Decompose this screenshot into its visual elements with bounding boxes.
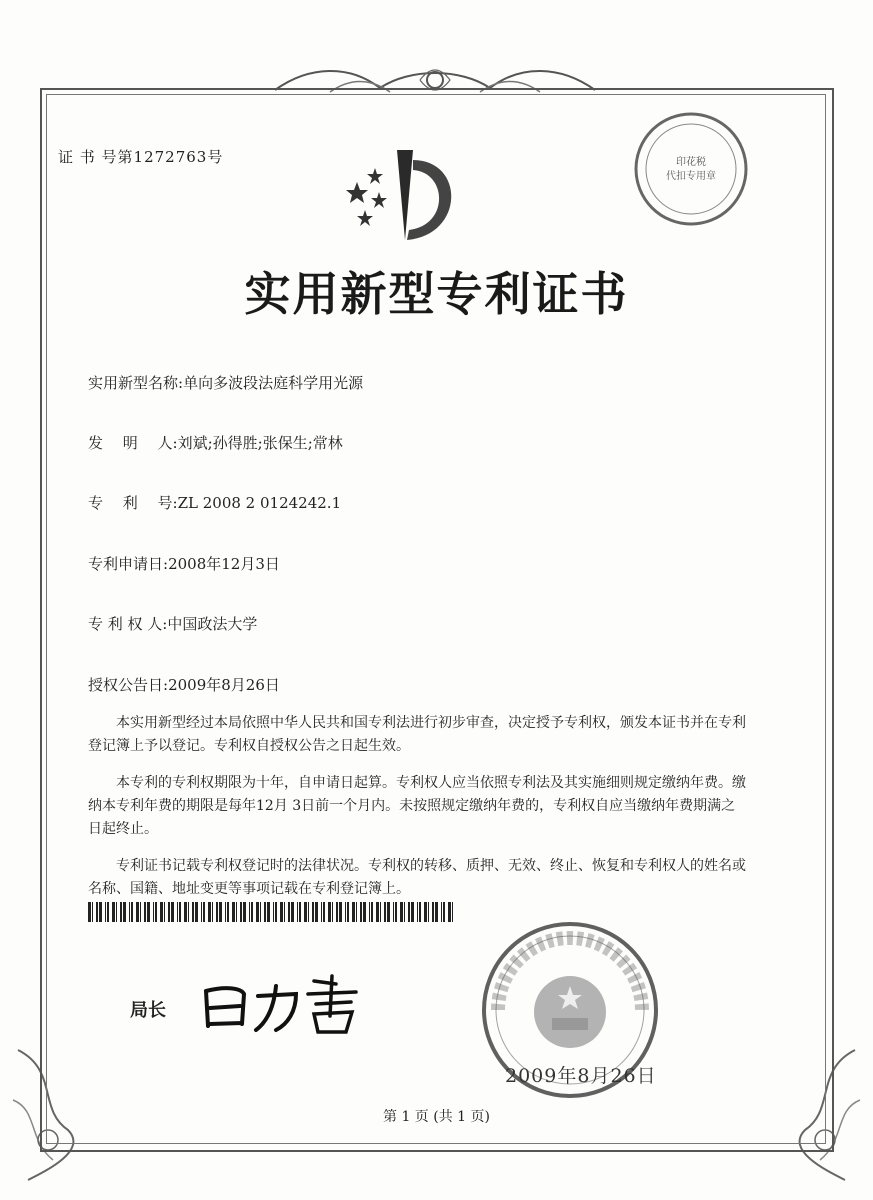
barcode-bar (347, 902, 349, 922)
barcode-bar (339, 902, 342, 922)
barcode-bar (432, 902, 434, 922)
patent-office-logo (335, 140, 475, 250)
barcode-bar (417, 902, 418, 922)
certificate-title: 实用新型专利证书 (244, 267, 629, 321)
barcode-bar (369, 902, 370, 922)
barcode-bar (219, 902, 222, 922)
barcode-bar (284, 902, 285, 922)
barcode-bar (112, 902, 115, 922)
barcode-bar (352, 902, 355, 922)
barcode-bar (140, 902, 141, 922)
barcode-bar (129, 902, 130, 922)
barcode-bar (441, 902, 442, 922)
barcode-bar (363, 902, 366, 922)
barcode (88, 902, 458, 922)
barcode-bar (144, 902, 146, 922)
barcode-bar (280, 902, 283, 922)
seal-date: 2009年8月26日 (505, 1065, 657, 1087)
barcode-bar (160, 902, 163, 922)
barcode-bar (328, 902, 331, 922)
svg-text:代扣专用章: 代扣专用章 (666, 171, 716, 182)
barcode-bar (171, 902, 174, 922)
barcode-bar (120, 902, 122, 922)
barcode-bar (256, 902, 259, 922)
barcode-bar (251, 902, 253, 922)
barcode-bar (408, 902, 410, 922)
barcode-bar (99, 902, 102, 922)
body-paragraph-1: 本实用新型经过本局依照中华人民共和国专利法进行初步审查，决定授予专利权，颁发本证书并在专利登记簿上予以登记。专利权自授权公告之日起生效。 (88, 715, 746, 754)
barcode-bar (243, 902, 246, 922)
barcode-bar (312, 902, 314, 922)
certificate-number: 证 书 号第1272763号 (58, 148, 224, 166)
barcode-bar (96, 902, 98, 922)
field-filing-date-value: 2008年12月3日 (168, 555, 280, 573)
barcode-bar (443, 902, 445, 922)
field-grant-date-value: 2009年8月26日 (168, 676, 280, 694)
field-grant-date (88, 674, 280, 695)
barcode-bar (419, 902, 421, 922)
barcode-bar (203, 902, 205, 922)
body-paragraph-3: 专利证书记载专利权登记时的法律状况。专利权的转移、质押、无效、终止、恢复和专利权人的姓名或名称、国籍、地址变更等事项记载在专利登记簿上。 (88, 858, 746, 897)
barcode-bar (345, 902, 346, 922)
field-filing-date-label: 专利申请日: (88, 555, 169, 573)
barcode-bar (208, 902, 211, 922)
barcode-bar (225, 902, 226, 922)
barcode-bar (123, 902, 126, 922)
barcode-bar (299, 902, 301, 922)
field-inventors-value: 刘斌;孙得胜;张保生;常林 (177, 434, 343, 452)
barcode-bar (212, 902, 213, 922)
barcode-bar (308, 902, 309, 922)
barcode-bar (323, 902, 325, 922)
barcode-bar (404, 902, 405, 922)
barcode-bar (297, 902, 298, 922)
field-name-value: 单向多波段法庭科学用光源 (183, 374, 364, 392)
barcode-bar (92, 902, 93, 922)
barcode-bar (304, 902, 307, 922)
field-grant-date-label: 授权公告日: (88, 676, 169, 694)
barcode-bar (177, 902, 178, 922)
barcode-bar (380, 902, 381, 922)
director-label: 局长 (130, 1000, 166, 1021)
barcode-bar (155, 902, 157, 922)
barcode-bar (273, 902, 274, 922)
field-patent-no-label: 专 利 号: (88, 494, 178, 512)
barcode-bar (249, 902, 250, 922)
tax-stamp (632, 110, 750, 228)
field-patentee-value: 中国政法大学 (167, 615, 258, 633)
barcode-bar (131, 902, 133, 922)
barcode-bar (136, 902, 139, 922)
barcode-bar (236, 902, 237, 922)
barcode-bar (393, 902, 394, 922)
barcode-bar (227, 902, 229, 922)
barcode-bar (164, 902, 165, 922)
barcode-bar (428, 902, 429, 922)
barcode-bar (356, 902, 357, 922)
barcode-bar (400, 902, 403, 922)
barcode-bar (321, 902, 322, 922)
barcode-bar (452, 902, 453, 922)
barcode-bar (240, 902, 242, 922)
field-patent-no (88, 492, 341, 513)
page-number: 第 1 页 (共 1 页) (383, 1109, 490, 1125)
certificate-body (88, 712, 748, 915)
field-inventors (88, 432, 343, 453)
barcode-bar (376, 902, 379, 922)
barcode-bar (332, 902, 333, 922)
barcode-bar (315, 902, 318, 922)
barcode-bar (192, 902, 194, 922)
field-filing-date (88, 553, 280, 574)
barcode-bar (184, 902, 187, 922)
barcode-bar (360, 902, 362, 922)
barcode-bar (105, 902, 106, 922)
barcode-bar (267, 902, 270, 922)
field-patent-no-value: ZL 2008 2 0124242.1 (177, 494, 342, 512)
field-name (88, 372, 363, 393)
field-patentee (88, 613, 257, 634)
barcode-bar (260, 902, 261, 922)
barcode-bar (168, 902, 170, 922)
barcode-bar (147, 902, 150, 922)
barcode-bar (275, 902, 277, 922)
barcode-bar (288, 902, 290, 922)
svg-text:印花税: 印花税 (676, 157, 706, 168)
barcode-bar (291, 902, 294, 922)
barcode-bar (216, 902, 218, 922)
barcode-bar (384, 902, 386, 922)
barcode-bar (201, 902, 202, 922)
barcode-bar (435, 902, 438, 922)
barcode-bar (371, 902, 373, 922)
field-name-label: 实用新型名称: (88, 374, 184, 392)
body-paragraph-2: 本专利的专利权期限为十年，自申请日起算。专利权人应当依照专利法及其实施细则规定缴纳年费。缴纳本专利年费的期限是每年12月 3日前一个月内。未按照规定缴纳年费的，专利权自应当缴纳年费期满之日起终止。 (88, 775, 746, 837)
barcode-bar (195, 902, 198, 922)
field-patentee-label: 专 利 权 人: (88, 615, 168, 633)
barcode-bar (88, 902, 91, 922)
barcode-bar (107, 902, 109, 922)
barcode-bar (448, 902, 451, 922)
barcode-bar (336, 902, 338, 922)
barcode-bar (395, 902, 397, 922)
barcode-bar (232, 902, 235, 922)
barcode-bar (411, 902, 414, 922)
barcode-bar (264, 902, 266, 922)
barcode-bar (387, 902, 390, 922)
barcode-bar (116, 902, 117, 922)
barcode-bar (153, 902, 154, 922)
director-signature (196, 966, 366, 1036)
barcode-bar (179, 902, 181, 922)
barcode-bar (424, 902, 427, 922)
barcode-bar (188, 902, 189, 922)
field-inventors-label: 发 明 人: (88, 434, 178, 452)
